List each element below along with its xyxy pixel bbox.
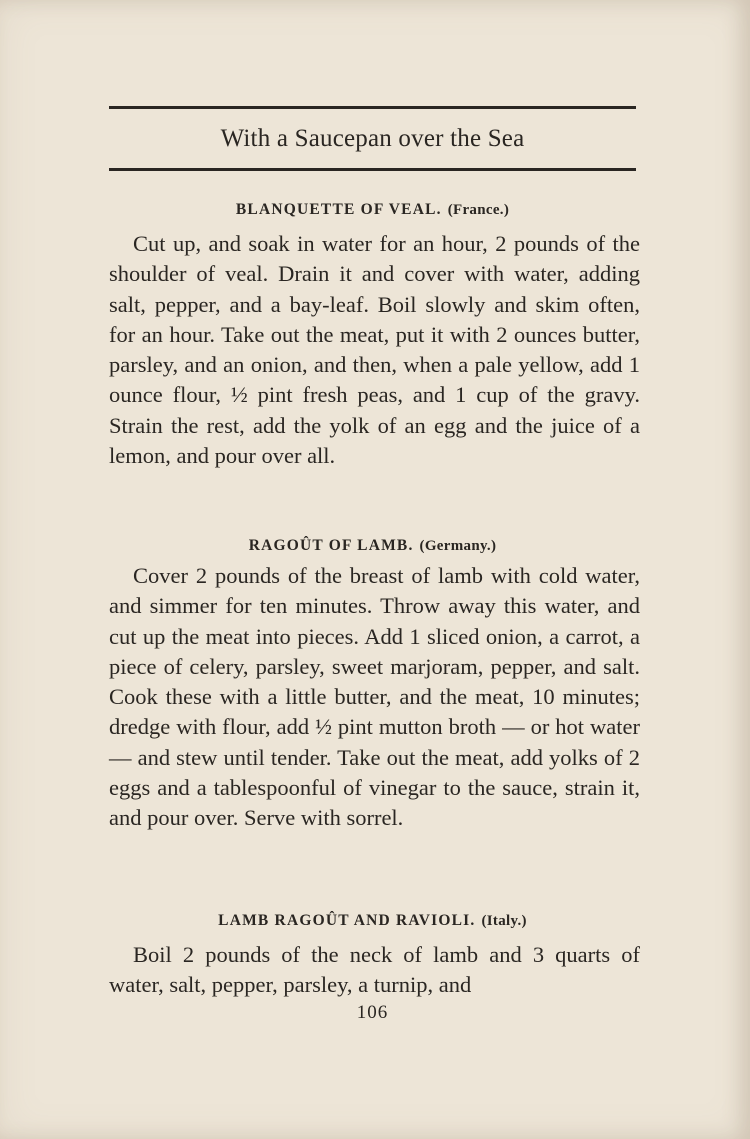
recipe-origin: (Italy.) [481,913,527,929]
recipe-title-ragout-lamb [109,535,636,557]
header-rule-bottom [109,168,636,171]
recipe-body-ragout-lamb: Cover 2 pounds of the breast of lamb with cold water, and simmer for ten minutes. Throw away this water, and cut up the meat into pieces. Add 1 sliced onion, a carrot, a piece of celery, parsley, sweet marjoram, pepper, and salt. Cook these with a little butter, and the meat, 10 minutes; dredge with flour, add ½ pint mutton broth — or hot water — and stew until tender. Take out the meat, add yolks of 2 eggs and a tablespoonful of vinegar to the sauce, strain it, and pour over. Serve with sorrel. [109,563,640,831]
page-number: 106 [356,1002,389,1023]
recipe-body-blanquette: Cut up, and soak in water for an hour, 2 pounds of the shoulder of veal. Drain it and cover with water, adding salt, pepper, and a bay-leaf. Boil slowly and skim often, for an hour. Take out the meat, put it with 2 ounces butter, parsley, and an onion, and then, when a pale yellow, add 1 ounce flour, ½ pint fresh peas, and 1 cup of the gravy. Strain the rest, add the yolk of an egg and the juice of a lemon, and pour over all. [109,231,640,469]
recipe-origin: (Germany.) [419,538,497,554]
recipe-origin: (France.) [447,202,510,218]
recipe-title-lamb-ravioli [109,910,636,932]
recipe-name: BLANQUETTE OF VEAL. [235,201,442,218]
recipe-name: LAMB RAGOÛT AND RAVIOLI. [218,912,476,929]
recipe-body-lamb-ravioli: Boil 2 pounds of the neck of lamb and 3 quarts of water, salt, pepper, parsley, a turnip, and [109,942,640,998]
header-rule-top [109,106,636,109]
recipe-name: RAGOÛT OF LAMB. [248,537,414,554]
running-head: With a Saucepan over the Sea [220,125,525,152]
recipe-title-blanquette [109,199,636,221]
